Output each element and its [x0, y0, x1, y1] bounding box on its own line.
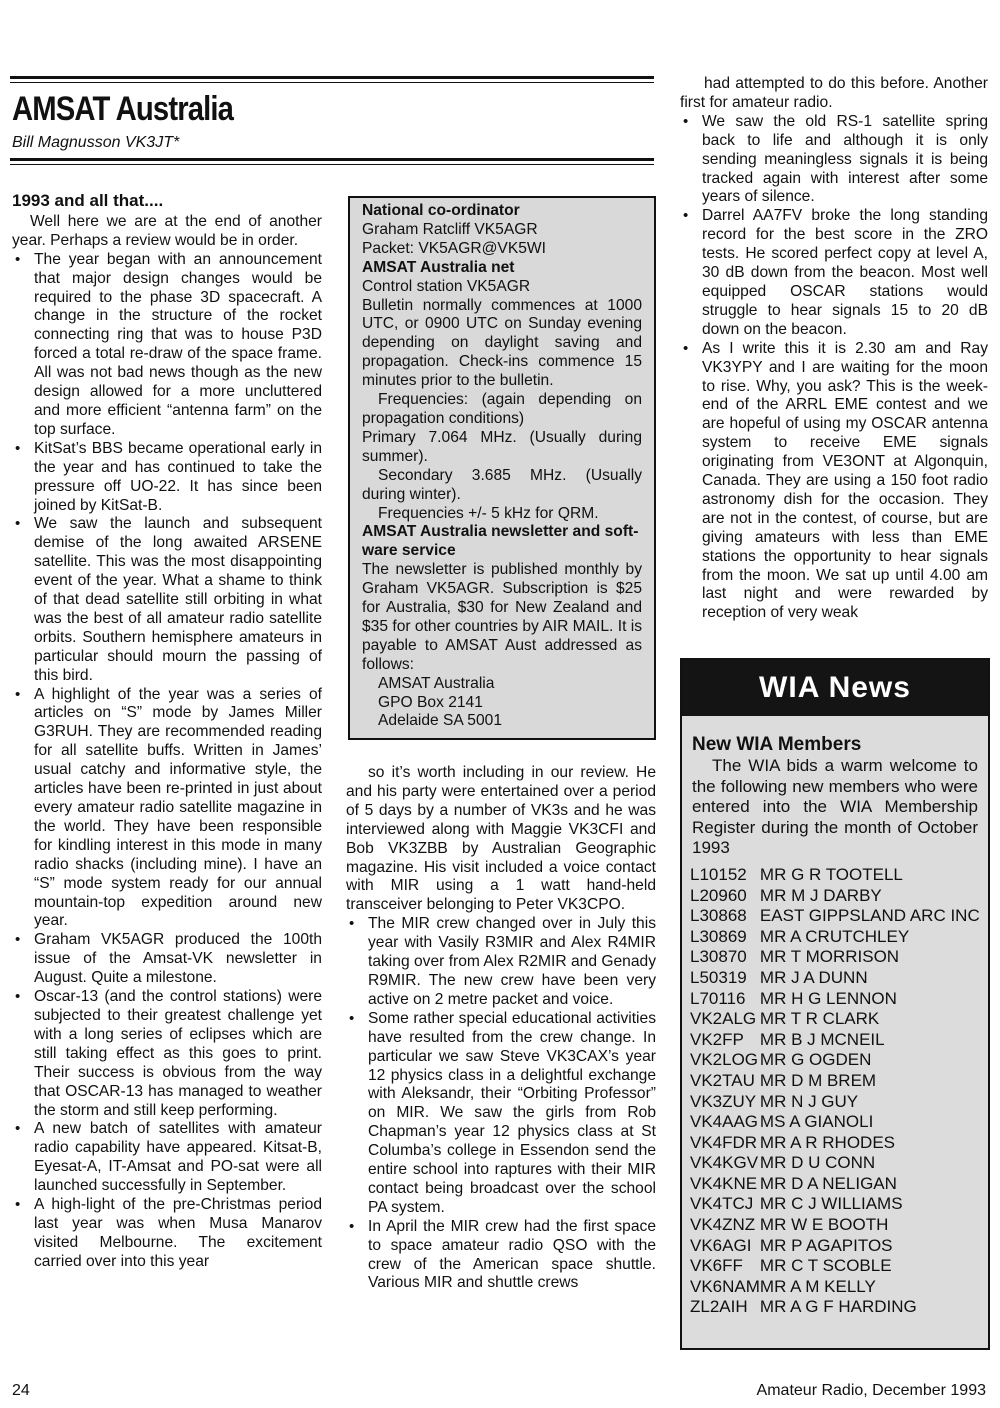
- list-item: • We saw the old RS-1 satellite spring back to life and although it is only sending meaningless signals it is being tracked again with interest after some years of silence.: [680, 113, 988, 208]
- list-item: • A highlight of the year was a series of articles on “S” mode by James Miller G3RUH. They are recommended reading for all satellite buffs. Written in James’ usual catchy and informative style, the articles have been re-printed in just about every amateur radio satellite magazine in the world. They have been responsible for kindling interest in this mode in many radio shacks (including mine). I have an “S” mode system ready for our annual mountain-top expedition around new year.: [12, 686, 322, 932]
- member-callsign: VK4FDR: [690, 1132, 758, 1152]
- member-row: [690, 1194, 980, 1215]
- member-row: [690, 927, 980, 948]
- member-callsign: L30868: [690, 906, 747, 926]
- publication-footer: Amateur Radio, December 1993: [756, 1382, 986, 1399]
- byline: Bill Magnusson VK3JT*: [12, 134, 180, 151]
- address-line: AMSAT Australia: [378, 674, 495, 692]
- member-row: [690, 1030, 980, 1051]
- list-item: • A high-light of the pre-Christmas period last year was when Musa Manarov visited Melbourne. The excitement carried over into this year: [12, 1196, 322, 1272]
- list-item: • A new batch of satellites with amateur radio capability have appeared. Kitsat-B, Eyesat-A, IT-Amsat and PO-sat were all launched successfully in September.: [12, 1120, 322, 1196]
- list-item: • In April the MIR crew had the first space to space amateur radio QSO with the crew of the American space shuttle. Various MIR and shuttle crews: [346, 1218, 656, 1294]
- coordinator-name: Graham Ratcliff VK5AGR: [362, 220, 538, 238]
- member-callsign: VK2TAU: [690, 1070, 755, 1090]
- member-callsign: L50319: [690, 967, 747, 987]
- member-name: MR B J MCNEIL: [759, 1029, 885, 1049]
- member-callsign: VK2LOG: [690, 1050, 759, 1070]
- amsat-info-box: [348, 196, 656, 740]
- member-row: [690, 1236, 980, 1257]
- member-name: MR T MORRISON: [759, 947, 900, 967]
- new-members-intro: The WIA bids a warm welcome to the following new members who were entered into the WIA Membership Register during the month of October 1993: [692, 756, 978, 858]
- member-row: [690, 1071, 980, 1092]
- member-name: MR A CRUTCHLEY: [759, 926, 910, 946]
- address-line: GPO Box 2141: [378, 693, 483, 711]
- control-station: Control station VK5AGR: [362, 277, 531, 295]
- member-callsign: L70116: [690, 988, 746, 1008]
- member-name: MR C J WILLIAMS: [759, 1194, 903, 1214]
- member-name: MR H G LENNON: [759, 988, 897, 1008]
- frequencies-text: Frequencies: (again depending on propagation conditions): [362, 391, 642, 427]
- packet-address: Packet: VK5AGR@VK5WI: [362, 239, 546, 257]
- member-name: MR A M KELLY: [759, 1276, 876, 1296]
- member-row: [690, 1256, 980, 1277]
- member-name: MR T R CLARK: [759, 1009, 880, 1029]
- primary-frequency: Primary 7.064 MHz. (Usually during summer).: [362, 428, 642, 465]
- member-name: MR J A DUNN: [759, 967, 868, 987]
- member-callsign: VK6AGI: [690, 1235, 752, 1255]
- member-row: [690, 989, 980, 1010]
- list-item: • Some rather special educational activities have resulted from the crew change. In particular we saw Steve VK3CAX’s year 12 physics class in a delightful exchange with Aleksandr, their “Orbiting Professor” on MIR. We saw the girls from Rob Chapman’s year 12 physics class at St Columba’s college in Essendon send the entire school into raptures with their MIR contact being broadcast over the school PA system.: [346, 1010, 656, 1218]
- member-name: MR W E BOOTH: [759, 1215, 889, 1235]
- member-name: MR D U CONN: [759, 1153, 876, 1173]
- member-callsign: VK4AAG: [690, 1112, 759, 1132]
- intro-paragraph: Well here we are at the end of another year. Perhaps a review would be in order.: [12, 212, 322, 249]
- member-row: [690, 865, 980, 886]
- member-row: [690, 1277, 980, 1298]
- wia-news-banner: WIA News: [682, 660, 988, 716]
- member-row: [690, 886, 980, 907]
- newsletter-text: The newsletter is published monthly by Graham VK5AGR. Subscription is $25 for Australia, $30 for New Zealand and $35 for other countries by AIR MAIL. It is payable to AMSAT Aust addressed as follows:: [362, 561, 642, 673]
- list-item: • Darrel AA7FV broke the long standing record for the best score in the ZRO tests. He scored perfect copy at level A, 30 dB down from the beacon. Most well equipped OSCAR stations would struggle to hear signals 15 to 20 dB down on the beacon.: [680, 207, 988, 339]
- member-callsign: L10152: [690, 864, 747, 884]
- bullet-list: [680, 113, 988, 623]
- list-item: • The year began with an announcement that major design changes would be required to the phase 3D spacecraft. A change in the structure of the rocket connecting ring that was to house P3D forced a total re-draw of the space frame. All was not bad news though as the new design allowed for a more uncluttered and more efficient “antenna farm” on the top surface.: [12, 251, 322, 440]
- newsletter-heading: AMSAT Australia newsletter and soft-ware service: [362, 523, 639, 560]
- net-heading: AMSAT Australia net: [362, 258, 515, 276]
- member-row: [690, 1009, 980, 1030]
- member-name: MR D M BREM: [759, 1070, 877, 1090]
- list-item: • KitSat’s BBS became operational early in the year and has continued to take the pressure off UO-22. It has since been joined by KitSat-B.: [12, 440, 322, 516]
- article-column-1: [12, 192, 322, 1272]
- member-row: [690, 1050, 980, 1071]
- member-row: [690, 1153, 980, 1174]
- member-callsign: VK6NAM: [690, 1276, 760, 1296]
- member-callsign: VK6FF: [690, 1256, 743, 1276]
- article-column-2: [346, 764, 656, 1293]
- member-row: [690, 1133, 980, 1154]
- member-callsign: L30870: [690, 947, 747, 967]
- member-row: [690, 1215, 980, 1236]
- page-title: AMSAT Australia: [12, 90, 234, 128]
- list-item: • As I write this it is 2.30 am and Ray VK3YPY and I are waiting for the moon to rise. Why, you ask? This is the week-end of the ARRL EME contest and we are hopeful of using my OSCAR antenna system to receive EME signals originating from VE3ONT at Algonquin, Canada. They are using a 150 foot radio astronomy dish for the occasion. They are not in the contest, of course, but are giving amateurs with less than EME stations the opportunity to hear signals from the moon. We sat up until 4.00 am last night and were rewarded by reception of very weak: [680, 340, 988, 624]
- member-callsign: L30869: [690, 926, 747, 946]
- continued-paragraph: so it’s worth including in our review. He and his party were entertained over a period of 5 days by a number of VK3s and he was interviewed along with Maggie VK3CFI and Bob VK3ZBB by Australian Geographic magazine. His visit included a voice contact with MIR using a 1 watt hand-held transceiver belonging to Peter VK3CPO.: [346, 764, 656, 914]
- list-item: • Oscar-13 (and the control stations) were subjected to their greatest challenge yet with a long series of eclipses which are still taking effect as this goes to print. Their success is obvious from the way that OSCAR-13 has managed to weather the storm and still keep performing.: [12, 988, 322, 1120]
- member-callsign: ZL2AIH: [690, 1297, 748, 1317]
- member-row: [690, 947, 980, 968]
- list-item: • Graham VK5AGR produced the 100th issue of the Amsat-VK newsletter in August. Quite a milestone.: [12, 931, 322, 988]
- header-top-rule: [10, 76, 654, 83]
- section-heading: 1993 and all that....: [12, 191, 164, 210]
- coordinator-heading: National co-ordinator: [362, 202, 520, 219]
- member-name: MR A G F HARDING: [759, 1297, 917, 1317]
- member-name: MR D A NELIGAN: [759, 1173, 897, 1193]
- member-callsign: VK4ZNZ: [690, 1215, 756, 1235]
- member-row: [690, 1174, 980, 1195]
- bullet-list: [12, 251, 322, 1272]
- member-name: MR M J DARBY: [759, 885, 882, 905]
- member-callsign: VK2FP: [690, 1029, 744, 1049]
- page-number: 24: [12, 1382, 30, 1399]
- new-members-heading: New WIA Members: [692, 734, 862, 755]
- member-row: [690, 1092, 980, 1113]
- member-callsign: VK3ZUY: [690, 1091, 757, 1111]
- member-callsign: VK4KGV: [690, 1153, 759, 1173]
- member-row: [690, 968, 980, 989]
- member-name: MR C T SCOBLE: [759, 1256, 892, 1276]
- member-name: EAST GIPPSLAND ARC INC: [759, 906, 980, 926]
- member-callsign: VK4KNE: [690, 1173, 758, 1193]
- member-name: MR G R TOOTELL: [759, 864, 903, 884]
- qrm-text: Frequencies +/- 5 kHz for QRM.: [378, 504, 599, 522]
- wia-news-box: [680, 658, 990, 1350]
- list-item: • We saw the launch and subsequent demise of the long awaited ARSENE satellite. This was the most disappointing event of the year. What a shame to think of that dead satellite still orbiting in what was the best of all amateur radio satellite orbits. Southern hemisphere amateurs in particular should mourn the passing of this bird.: [12, 515, 322, 685]
- member-callsign: VK2ALG: [690, 1009, 757, 1029]
- member-name: MR G OGDEN: [759, 1050, 872, 1070]
- member-callsign: VK4TCJ: [690, 1194, 754, 1214]
- member-name: MR P AGAPITOS: [759, 1235, 893, 1255]
- bulletin-text: Bulletin normally commences at 1000 UTC, or 0900 UTC on Sunday evening depending on daylight saving and propagation. Check-ins commence 15 minutes prior to the bulletin.: [362, 296, 642, 390]
- member-row: [690, 1297, 980, 1318]
- list-item: • The MIR crew changed over in July this year with Vasily R3MIR and Alex R4MIR taking over from Alex R2MIR and Genady R9MIR. The new crew have been very active on 2 metre packet and voice.: [346, 915, 656, 1010]
- continued-paragraph: had attempted to do this before. Another first for amateur radio.: [680, 75, 988, 111]
- member-name: MR A R RHODES: [759, 1132, 896, 1152]
- member-row: [690, 906, 980, 927]
- secondary-frequency: Secondary 3.685 MHz. (Usually during winter).: [362, 466, 642, 503]
- address-line: Adelaide SA 5001: [378, 712, 502, 730]
- member-row: [690, 1112, 980, 1133]
- bullet-list: [346, 915, 656, 1293]
- header-bottom-rule: [10, 158, 654, 165]
- member-name: MS A GIANOLI: [759, 1112, 874, 1132]
- members-table: [690, 865, 980, 1318]
- article-column-3: [680, 75, 988, 623]
- member-name: MR N J GUY: [759, 1091, 859, 1111]
- member-callsign: L20960: [690, 885, 747, 905]
